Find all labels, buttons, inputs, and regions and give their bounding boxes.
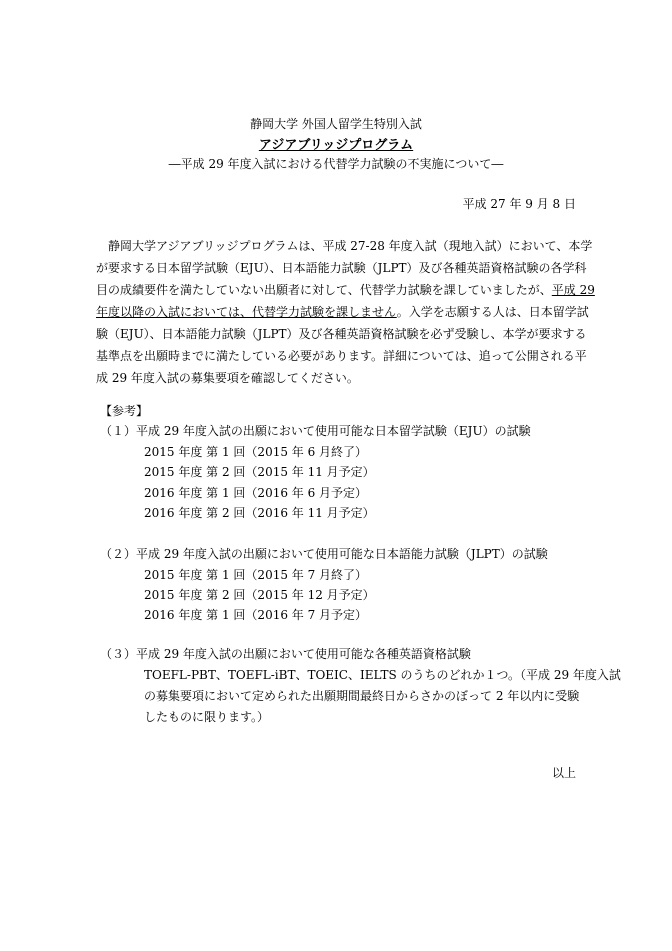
body-line: 験（EJU）、日本語能力試験（JLPT）及び各種英語資格試験を必ず受験し、本学が要求する [96,327,587,341]
underlined-text: 年度以降の入試においては、代替学力試験を課しません [96,305,397,319]
exam-session-item: 2016 年度 第 1 回（2016 年 7 月予定） [144,608,368,622]
page-subtitle: ―平成 29 年度入試における代替学力試験の不実施について― [168,157,504,171]
exam-session-item: 2015 年度 第 2 回（2015 年 12 月予定） [144,588,375,602]
body-line: 静岡大学アジアブリッジプログラムは、平成 27-28 年度入試（現地入試）において、本学 [96,239,593,253]
reference-heading: 【参考】 [100,404,149,418]
exam-session-item: 2015 年度 第 2 回（2015 年 11 月予定） [144,465,375,479]
body-line [96,281,595,298]
closing-mark: 以上 [551,766,576,780]
reference-section-title: （２）平成 29 年度入試の出願において使用可能な日本語能力試験（JLPT）の試験 [100,547,548,561]
underlined-text: 平成 29 [551,283,595,297]
english-test-line: したものに限ります。） [144,710,270,724]
exam-session-item: 2015 年度 第 1 回（2015 年 7 月終了） [144,568,368,582]
english-test-line: TOEFL-PBT、TOEFL-iBT、TOEIC、IELTS のうちのどれか１つ。（平成 29 年度入試 [144,668,621,682]
exam-session-item: 2015 年度 第 1 回（2015 年 6 月終了） [144,445,368,459]
reference-section-title: （３）平成 29 年度入試の出願において使用可能な各種英語資格試験 [100,647,471,661]
body-text: 。入学を志願する人は、日本留学試 [396,305,589,319]
body-line [96,303,589,320]
body-line: が要求する日本留学試験（EJU）、日本語能力試験（JLPT）及び各種英語資格試験の各学科 [96,261,587,275]
reference-section-title: （１）平成 29 年度入試の出願において使用可能な日本留学試験（EJU）の試験 [100,424,531,438]
exam-session-item: 2016 年度 第 1 回（2016 年 6 月予定） [144,486,368,500]
page-title: アジアブリッジプログラム [258,138,414,153]
body-line: 成 29 年度入試の募集要項を確認してください。 [96,371,359,385]
body-text: 目の成績要件を満たしていない出願者に対して、代替学力試験を課していましたが、 [96,283,552,297]
body-line: 基準点を出願時までに満たしている必要があります。詳細については、追って公開される平 [96,349,587,363]
english-test-line: の募集要項において定められた出願期間最終日からさかのぼって 2 年以内に受験 [144,689,580,703]
header-university: 静岡大学 外国人留学生特別入試 [250,117,422,131]
document-date: 平成 27 年 9 月 8 日 [462,197,576,211]
exam-session-item: 2016 年度 第 2 回（2016 年 11 月予定） [144,506,375,520]
